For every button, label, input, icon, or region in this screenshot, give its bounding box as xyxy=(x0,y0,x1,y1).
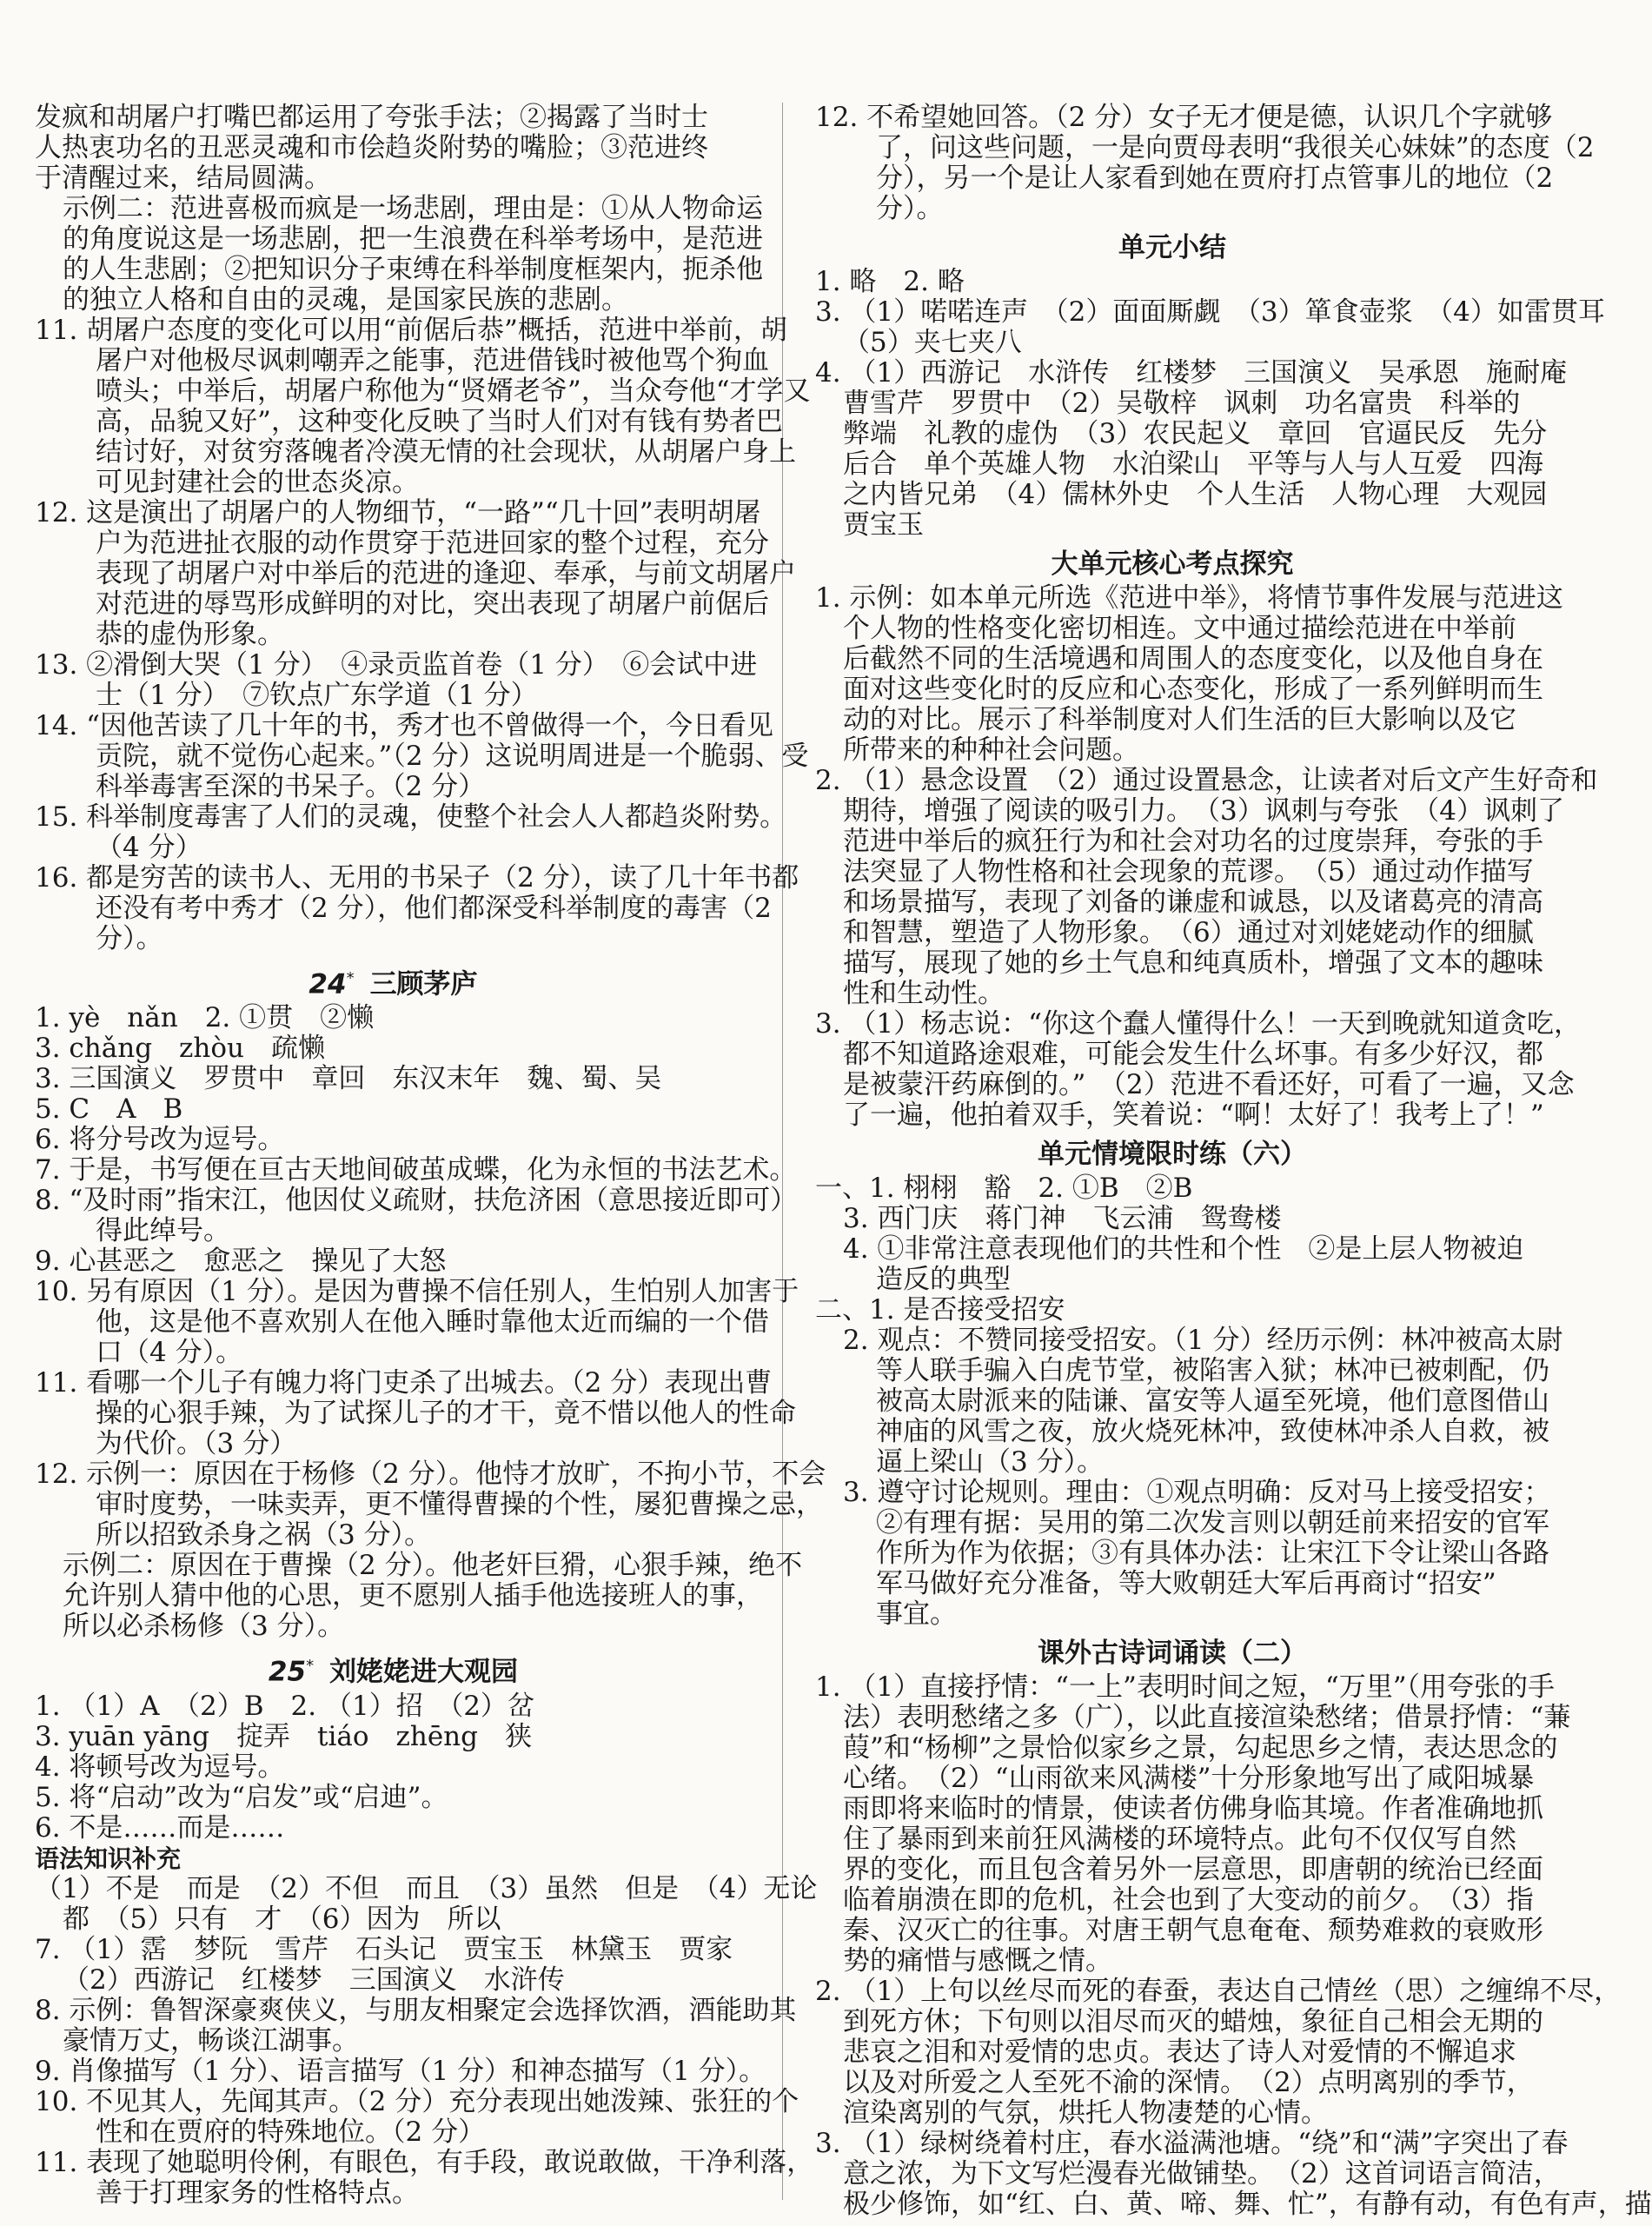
answer-line: 他，这是他不喜欢别人在他入睡时靠他太近而编的一个借 xyxy=(96,1306,769,1339)
left-column xyxy=(35,102,826,2209)
lesson-number: 24 xyxy=(309,968,347,1000)
section-fanjin-continued xyxy=(35,102,811,954)
answer-line: 一、1. 栩栩 豁 2. ①B ②B xyxy=(815,1173,1193,1204)
answer-line: 4. 将顿号改为逗号。 xyxy=(35,1751,285,1783)
answer-line: 1. 示例：如本单元所选《范进中举》，将情节事件发展与范进这 xyxy=(815,582,1563,614)
answer-line: （1）不是 而是 （2）不但 而且 （3）虽然 但是 （4）无论 xyxy=(35,1872,818,1904)
answer-line: 11. 胡屠户态度的变化可以用“前倨后恭”概括，范进中举前，胡 xyxy=(35,315,787,346)
answer-line: 15. 科举制度毒害了人们的灵魂，使整个社会人人都趋炎附势。 xyxy=(35,801,787,833)
answer-line: 3. yuān yāng 掟弄 tiáo zhēng 狭 xyxy=(35,1720,532,1752)
answer-line: 意之浓，为下文写烂漫春光做铺垫。 （2）这首词语言简洁， xyxy=(843,2158,1561,2189)
section-lesson-25 xyxy=(35,1691,752,1844)
section-core-exploration xyxy=(815,582,1598,1131)
answer-line: 描写，展现了她的乡土气息和纯真质朴，增强了文本的趣味 xyxy=(843,947,1543,979)
lesson-24-heading xyxy=(35,962,752,1000)
answer-line: 16. 都是穷苦的读书人、无用的书呆子（2 分），读了几十年书都 xyxy=(35,862,799,894)
core-exploration-heading: 大单元核心考点探究 xyxy=(1051,548,1294,580)
grammar-supplement-heading: 语法知识补充 xyxy=(35,1844,182,1873)
answer-line: 恭的虚伪形象。 xyxy=(96,619,284,650)
star-mark: * xyxy=(346,969,355,987)
answer-line: 和智慧，塑造了人物形象。 （6）通过对刘姥姥动作的细腻 xyxy=(843,917,1534,948)
answer-line: 造反的典型 xyxy=(876,1264,1011,1295)
answer-line: 后截然不同的生活境遇和周围人的态度变化，以及他自身在 xyxy=(843,643,1543,674)
answer-line: 7. 于是，书写便在亘古天地间破茧成蝶，化为永恒的书法艺术。 xyxy=(35,1154,797,1186)
answer-line: 个人物的性格变化密切相连。文中通过描绘范进在中举前 xyxy=(843,613,1516,644)
answer-line: 结讨好，对贫穷落魄者冷漠无情的社会现状，从胡屠户身上 xyxy=(96,436,796,468)
lesson-25-heading xyxy=(35,1650,752,1688)
answer-line: 以及对所爱之人至死不渝的深情。 （2）点明离别的季节， xyxy=(843,2067,1534,2098)
answer-line: 9. 心甚恶之 愈恶之 操见了大怒 xyxy=(35,1246,447,1278)
answer-line: 事宜。 xyxy=(876,1598,957,1630)
answer-line: 允许别人猜中他的心思，更不愿别人插手他选接班人的事， xyxy=(63,1580,763,1612)
answer-line: 渲染离别的气氛，烘托人物凄楚的心情。 xyxy=(843,2097,1328,2129)
answer-line: 贾宝玉 xyxy=(843,509,924,541)
answer-line: 分）。 xyxy=(96,923,163,954)
answer-line: 4. （1）西游记 水浒传 红楼梦 三国演义 吴承恩 施耐庵 xyxy=(815,357,1568,389)
answer-line: 住了暴雨到来前狂风满楼的环境特点。此句不仅仅写自然 xyxy=(843,1824,1516,1855)
answer-line: 极少修饰，如“红、白、黄、啼、舞、忙”，有静有动，有色有声，描 xyxy=(843,2189,1652,2220)
answer-line: 表现了胡屠户对中举后的范进的逢迎、奉承，与前文胡屠户 xyxy=(96,558,796,589)
answer-line: 了一遍，他拍着双手，笑着说：“啊！太好了！我考上了！” xyxy=(843,1100,1544,1131)
section-extra-poetry xyxy=(815,1671,1652,2220)
answer-line: 2. （1）悬念设置 （2）通过设置悬念，让读者对后文产生好奇和 xyxy=(815,765,1598,796)
lesson-title: 刘姥姥进大观园 xyxy=(329,1656,519,1688)
answer-line: 所以必杀杨修（3 分）。 xyxy=(63,1611,345,1643)
answer-line: 临着崩溃在即的危机，社会也到了大变动的前夕。 （3）指 xyxy=(843,1884,1534,1916)
answer-line: 3. 遵守讨论规则。理由：①观点明确：反对马上接受招安； xyxy=(843,1477,1551,1508)
answer-line: 1. yè nǎn 2. ①贯 ②懒 xyxy=(35,1002,375,1034)
answer-line: 操的心狠手辣，为了试探儿子的才干，竟不惜以他人的性命 xyxy=(96,1398,796,1430)
answer-line: 得此绰号。 xyxy=(96,1215,230,1247)
answer-line: 2. 观点：不赞同接受招安。（1 分）经历示例：林冲被高太尉 xyxy=(843,1325,1563,1356)
right-column xyxy=(815,102,1652,2220)
answer-line: ②有理有据：吴用的第二次发言则以朝廷前来招安的官军 xyxy=(876,1507,1549,1538)
answer-line: 5. 将“启动”改为“启发”或“启迪”。 xyxy=(35,1781,448,1813)
answer-line: 户为范进扯衣服的动作贯穿于范进回家的整个过程，充分 xyxy=(96,528,769,559)
extra-poetry-heading: 课外古诗词诵读（二） xyxy=(1038,1638,1307,1669)
answer-line: 12. 这是演出了胡屠户的人物细节，“一路”“几十回”表明胡屠 xyxy=(35,497,761,528)
answer-line: 2. （1）上句以丝尽而死的春蚕，表达自己情丝（思）之缠绵不尽， xyxy=(815,1976,1622,2007)
answer-line: 6. 不是……而是…… xyxy=(35,1811,285,1844)
answer-line: 面对这些变化时的反应和心态变化，形成了一系列鲜明而生 xyxy=(843,674,1543,705)
answer-line: 科举毒害至深的书呆子。（2 分） xyxy=(96,771,486,802)
answer-line: 之内皆兄弟 （4）儒林外史 个人生活 人物心理 大观园 xyxy=(843,479,1548,510)
answer-line: 口（4 分）。 xyxy=(96,1337,243,1369)
answer-line: 喷头；中举后，胡屠户称他为“贤婿老爷”，当众夸他“才学又 xyxy=(96,375,811,407)
answer-line: 3. 西门庆 蒋门神 飞云浦 鸳鸯楼 xyxy=(843,1203,1282,1234)
answer-line: 作所为作为依据；③有具体办法：让宋江下令让梁山各路 xyxy=(876,1538,1549,1569)
answer-line: 发疯和胡屠户打嘴巴都运用了夸张手法；②揭露了当时士 xyxy=(35,102,708,133)
answer-line: 11. 表现了她聪明伶俐，有眼色，有手段，敢说敢做，干净利落， xyxy=(35,2146,814,2178)
answer-line: 1. （1）A （2）B 2. （1）招 （2）岔 xyxy=(35,1690,534,1722)
answer-line: 都不知道路途艰难，可能会发生什么坏事。有多少好汉，都 xyxy=(843,1039,1543,1070)
answer-line: 期待，增强了阅读的吸引力。 （3）讽刺与夸张 （4）讽刺了 xyxy=(843,795,1564,827)
answer-line: 3. （1）绿树绕着村庄，春水溢满池塘。“绕”和“满”字突出了春 xyxy=(815,2128,1569,2159)
section-situation-practice xyxy=(815,1173,1563,1630)
answer-line: 分）。 xyxy=(876,193,944,224)
answer-line: 10. 另有原因（1 分）。是因为曹操不信任别人，生怕别人加害于 xyxy=(35,1276,799,1308)
section-unit-summary xyxy=(815,266,1605,541)
answer-line: 悲哀之泪和对爱情的忠贞。表达了诗人对爱情的不懈追求 xyxy=(843,2037,1516,2068)
answer-line: 于清醒过来，结局圆满。 xyxy=(35,163,331,194)
answer-line: 豪情万丈，畅谈江湖事。 xyxy=(63,2024,359,2057)
answer-line: 所带来的种种社会问题。 xyxy=(843,734,1139,766)
answer-line: 逼上梁山（3 分）。 xyxy=(876,1446,1105,1478)
answer-line: 示例二：范进喜极而疯是一场悲剧，理由是：①从人物命运 xyxy=(63,193,763,224)
answer-line: 3. （1）喏喏连声 （2）面面厮觑 （3）箪食壶浆 （4）如雷贯耳 xyxy=(815,296,1605,328)
star-mark: * xyxy=(306,1657,315,1676)
answer-line: 动的对比。展示了科举制度对人们生活的巨大影响以及它 xyxy=(843,704,1516,735)
section-lesson-24 xyxy=(35,1002,826,1643)
answer-line: 范进中举后的疯狂行为和社会对功名的过度崇拜，夸张的手 xyxy=(843,826,1543,857)
answer-line: 示例二：原因在于曹操（2 分）。他老奸巨猾，心狠手辣，绝不 xyxy=(63,1550,803,1582)
answer-line: 屠户对他极尽讽刺嘲弄之能事，范进借钱时被他骂个狗血 xyxy=(96,345,769,376)
answer-line: 5. C A B xyxy=(35,1093,183,1126)
answer-line: 曹雪芹 罗贯中 （2）吴敬梓 讽刺 功名富贵 科举的 xyxy=(843,388,1521,419)
answer-line: 后合 单个英雄人物 水泊梁山 平等与人与人互爱 四海 xyxy=(843,449,1543,480)
answer-line: 分），另一个是让人家看到她在贾府打点管事儿的地位（2 xyxy=(876,163,1554,194)
answer-line: 为代价。（3 分） xyxy=(96,1428,297,1460)
answer-line: 了，问这些问题，一是向贾母表明“我很关心妹妹”的态度（2 xyxy=(876,132,1595,163)
answer-line: 13. ②滑倒大哭（1 分） ④录贡监首卷（1 分） ⑥会试中进 xyxy=(35,649,758,681)
answer-line: 葭”和“杨柳”之景恰似家乡之景，勾起思乡之情，表达思念的 xyxy=(843,1732,1558,1764)
answer-line: 和场景描写，表现了刘备的谦虚和诚恳，以及诸葛亮的清高 xyxy=(843,887,1543,918)
answer-line: 雨即将来临时的情景，使读者仿佛身临其境。作者准确地抓 xyxy=(843,1793,1543,1824)
section-lesson-25-end xyxy=(815,102,1595,224)
answer-line: 12. 示例一：原因在于杨修（2 分）。他恃才放旷，不拘小节，不会 xyxy=(35,1459,826,1491)
answer-line: 3. chǎng zhòu 疏懒 xyxy=(35,1033,325,1065)
answer-line: 界的变化，而且包含着另外一层意思，即唐朝的统治已经面 xyxy=(843,1854,1543,1885)
answer-line: 人热衷功名的丑恶灵魂和市侩趋炎附势的嘴脸；③范进终 xyxy=(35,132,708,163)
answer-line: 被高太尉派来的陆谦、富安等人逼至死境，他们意图借山 xyxy=(876,1385,1549,1417)
answer-line: 神庙的风雪之夜，放火烧死林冲，致使林冲杀人自救，被 xyxy=(876,1416,1549,1447)
answer-line: 1. 略 2. 略 xyxy=(815,266,965,297)
answer-line: 二、1. 是否接受招安 xyxy=(815,1294,1065,1326)
answer-line: 士（1 分） ⑦钦点广东学道（1 分） xyxy=(96,680,538,711)
answer-line: 8. “及时雨”指宋江，他因仗义疏财，扶危济困（意思接近即可） xyxy=(35,1185,798,1217)
answer-line: 法）表明愁绪之多（广），以此直接渲染愁绪；借景抒情：“蒹 xyxy=(843,1702,1571,1733)
answer-line: 14. “因他苦读了几十年的书，秀才也不曾做得一个，今日看见 xyxy=(35,710,773,741)
answer-line: 善于打理家务的性格特点。 xyxy=(96,2176,419,2209)
answer-line: 军马做好充分准备，等大败朝廷大军后再商讨“招安” xyxy=(876,1568,1496,1599)
unit-summary-heading: 单元小结 xyxy=(1118,232,1226,263)
answer-line: （5）夹七夹八 xyxy=(843,327,1022,358)
answer-line: 高，品貌又好”，这种变化反映了当时人们对有钱有势者巴 xyxy=(96,406,783,437)
answer-line: 12. 不希望她回答。（2 分）女子无才便是德，认识几个字就够 xyxy=(815,102,1553,133)
answer-line: 到死方休；下句则以泪尽而灭的蜡烛，象征自己相会无期的 xyxy=(843,2006,1543,2037)
answer-line: 所以招致杀身之祸（3 分）。 xyxy=(96,1519,432,1552)
answer-line: 都 （5）只有 才 （6）因为 所以 xyxy=(63,1903,501,1935)
answer-line: 的独立人格和自由的灵魂，是国家民族的悲剧。 xyxy=(63,284,628,316)
answer-line: 4. ①非常注意表现他们的共性和个性 ②是上层人物被迫 xyxy=(843,1233,1524,1265)
answer-line: 审时度势，一味卖弄，更不懂得曹操的个性，屡犯曹操之忌， xyxy=(96,1489,823,1521)
answer-line: 是被蒙汗药麻倒的。” （2）范进不看还好，可看了一遍，又念 xyxy=(843,1069,1575,1100)
answer-line: 9. 肖像描写（1 分）、语言描写（1 分）和神态描写（1 分）。 xyxy=(35,2055,766,2087)
answer-line: （4 分） xyxy=(96,832,202,863)
answer-line: 还没有考中秀才（2 分），他们都深受科举制度的毒害（2 xyxy=(96,893,772,924)
answer-line: 3. （1）杨志说：“你这个蠢人懂得什么！一天到晚就知道贪吃， xyxy=(815,1008,1581,1040)
lesson-title: 三顾茅庐 xyxy=(369,968,478,1000)
answer-line: 势的痛惜与感慨之情。 xyxy=(843,1945,1112,1977)
answer-line: 10. 不见其人，先闻其声。（2 分）充分表现出她泼辣、张狂的个 xyxy=(35,2085,799,2117)
answer-line: 7. （1）霑 梦阮 雪芹 石头记 贾宝玉 林黛玉 贾家 xyxy=(35,1933,733,1965)
answer-line: （2）西游记 红楼梦 三国演义 水浒传 xyxy=(63,1964,565,1996)
situation-practice-heading: 单元情境限时练（六） xyxy=(1038,1139,1307,1170)
answer-line: 的人生悲剧；②把知识分子束缚在科举制度框架内，扼杀他 xyxy=(63,254,763,285)
answer-line: 性和在贾府的特殊地位。（2 分） xyxy=(96,2116,486,2148)
answer-line: 3. 三国演义 罗贯中 章回 东汉末年 魏、蜀、吴 xyxy=(35,1063,662,1095)
answer-line: 性和生动性。 xyxy=(843,978,1005,1009)
answer-line: 可见封建社会的世态炎凉。 xyxy=(96,467,419,498)
answer-line: 1. （1）直接抒情：“一上”表明时间之短，“万里”（用夸张的手 xyxy=(815,1671,1556,1703)
answer-line: 秦、汉灭亡的往事。对唐王朝气息奄奄、颓势难救的衰败形 xyxy=(843,1915,1543,1946)
answer-line: 贡院，就不觉伤心起来。”（2 分）这说明周进是一个脆弱、受 xyxy=(96,741,809,772)
lesson-number: 25 xyxy=(268,1656,307,1688)
answer-line: 11. 看哪一个儿子有魄力将门吏杀了出城去。（2 分）表现出曹 xyxy=(35,1367,773,1399)
answer-line: 心绪。 （2）“山雨欲来风满楼”十分形象地写出了咸阳城暴 xyxy=(843,1763,1535,1794)
answer-line: 对范进的辱骂形成鲜明的对比，突出表现了胡屠户前倨后 xyxy=(96,588,769,620)
answer-line: 6. 将分号改为逗号。 xyxy=(35,1124,285,1156)
answer-line: 的角度说这是一场悲剧，把一生浪费在科举考场中，是范进 xyxy=(63,223,763,255)
answer-line: 等人联手骗入白虎节堂，被陷害入狱；林冲已被刺配，仍 xyxy=(876,1355,1549,1386)
answer-line: 8. 示例：鲁智深豪爽侠义，与朋友相聚定会选择饮酒，酒能助其 xyxy=(35,1994,797,2026)
section-grammar-and-more xyxy=(35,1872,818,2209)
answer-line: 法突显了人物性格和社会现象的荒谬。 （5）通过动作描写 xyxy=(843,856,1534,887)
answer-line: 弊端 礼教的虚伪 （3）农民起义 章回 官逼民反 先分 xyxy=(843,418,1548,449)
